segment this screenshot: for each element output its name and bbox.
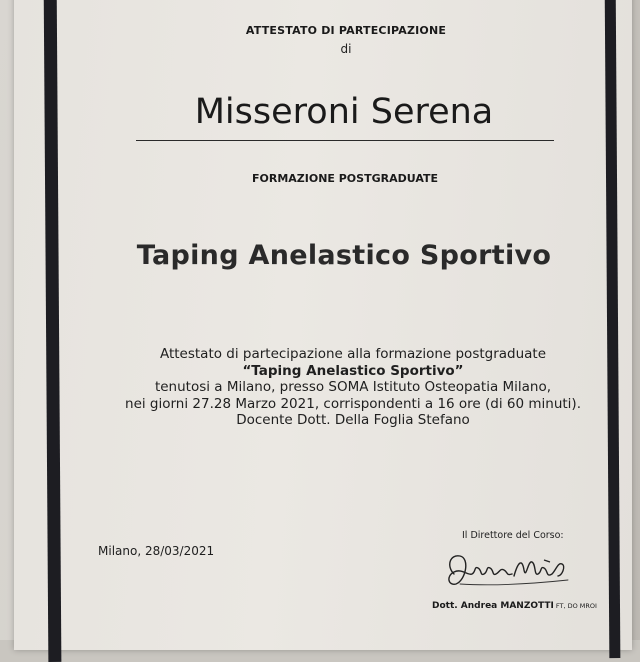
director-label: Il Direttore del Corso: bbox=[462, 530, 564, 541]
place-date: Milano, 28/03/2021 bbox=[98, 544, 215, 558]
body-line-1: Attestato di partecipazione alla formazione postgraduate bbox=[159, 346, 547, 362]
name-underline bbox=[136, 140, 554, 141]
certificate-body bbox=[0, 346, 640, 429]
director-name-text: Dott. Andrea MANZOTTI bbox=[432, 601, 554, 611]
body-line-5: Docente Dott. Della Foglia Stefano bbox=[236, 412, 470, 428]
director-signature bbox=[440, 540, 580, 596]
connector-text: di bbox=[340, 42, 352, 56]
body-line-4: nei giorni 27.28 Marzo 2021, corrispondenti a 16 ore (di 60 minuti). bbox=[125, 395, 581, 412]
certificate-title: ATTESTATO DI PARTECIPAZIONE bbox=[245, 24, 447, 37]
director-title-suffix: FT, DO MROI bbox=[555, 602, 597, 610]
certificate-type: FORMAZIONE POSTGRADUATE bbox=[251, 172, 439, 185]
body-line-3: tenutosi a Milano, presso SOMA Istituto Osteopatia Milano, bbox=[154, 379, 552, 395]
recipient-name: Misseroni Serena bbox=[194, 92, 494, 132]
director-name bbox=[432, 601, 597, 611]
body-line-2: “Taping Anelastico Sportivo” bbox=[242, 362, 464, 379]
course-title: Taping Anelastico Sportivo bbox=[136, 240, 552, 271]
